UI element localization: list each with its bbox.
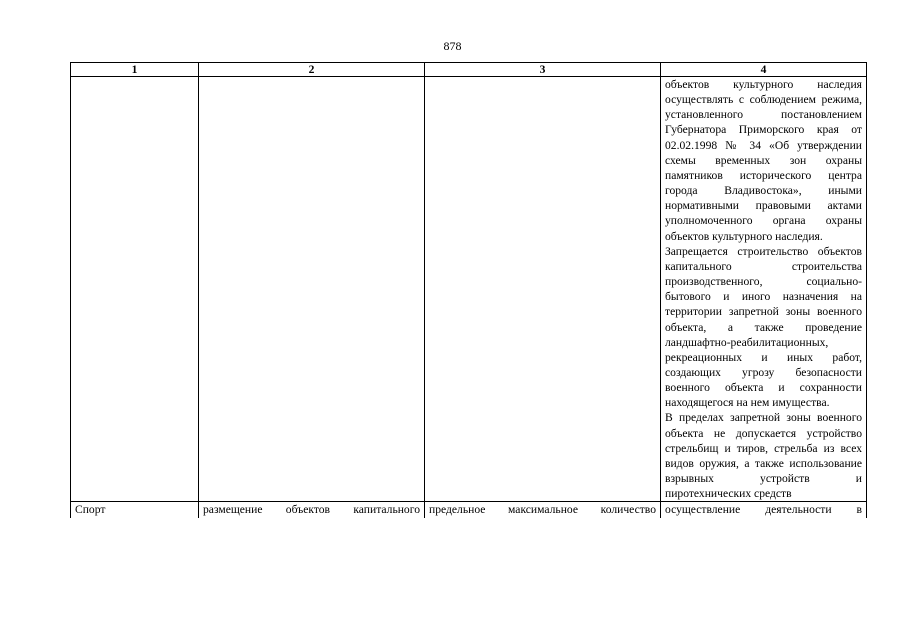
continuation-col-1 bbox=[71, 77, 199, 502]
header-col-1: 1 bbox=[71, 63, 199, 77]
header-col-3: 3 bbox=[425, 63, 661, 77]
table-row-sport bbox=[71, 502, 867, 518]
continuation-col-4 bbox=[661, 77, 867, 502]
heritage-regime-paragraph: объектов культурного наследия осуществлять с соблюдением режима, установленного постановлением Губернатора Приморского края от 02.02.1998 № 34 «Об утверждении схемы временных зон охраны памятников исторического центра города Владивостока», иными нормативными правовыми актами уполномоченного органа охраны объектов культурного наследия. bbox=[665, 78, 862, 243]
sport-col-4-text: осуществление деятельности в bbox=[665, 503, 862, 517]
header-col-2: 2 bbox=[199, 63, 425, 77]
sport-col-4 bbox=[661, 502, 867, 518]
table-row-continuation bbox=[71, 77, 867, 502]
continuation-col-2 bbox=[199, 77, 425, 502]
header-row bbox=[71, 63, 867, 77]
sport-col-1: Спорт bbox=[71, 502, 199, 518]
header-col-4: 4 bbox=[661, 63, 867, 77]
page-number: 878 bbox=[443, 39, 462, 53]
sport-col-2 bbox=[199, 502, 425, 518]
regulations-table bbox=[70, 62, 867, 518]
military-zone-prohibition-paragraph: Запрещается строительство объектов капитального строительства производственного, социально-бытового и иного назначения на территории запретной зоны военного объекта, а также проведение ландшафтно-реабилитационных, рекреационных и иных работ, создающих угрозу безопасности военного объекта и сохранности находящегося на нем имущества. bbox=[665, 244, 862, 410]
continuation-col-3 bbox=[425, 77, 661, 502]
shooting-prohibition-paragraph: В пределах запретной зоны военного объекта не допускается устройство стрельбищ и тиров, стрельба из всех видов оружия, а также использование взрывных устройств и пиротехнических средств bbox=[665, 411, 862, 501]
sport-col-2-text: размещение объектов капитального bbox=[203, 503, 420, 517]
sport-col-3 bbox=[425, 502, 661, 518]
sport-col-3-text: предельное максимальное количество bbox=[429, 503, 656, 517]
